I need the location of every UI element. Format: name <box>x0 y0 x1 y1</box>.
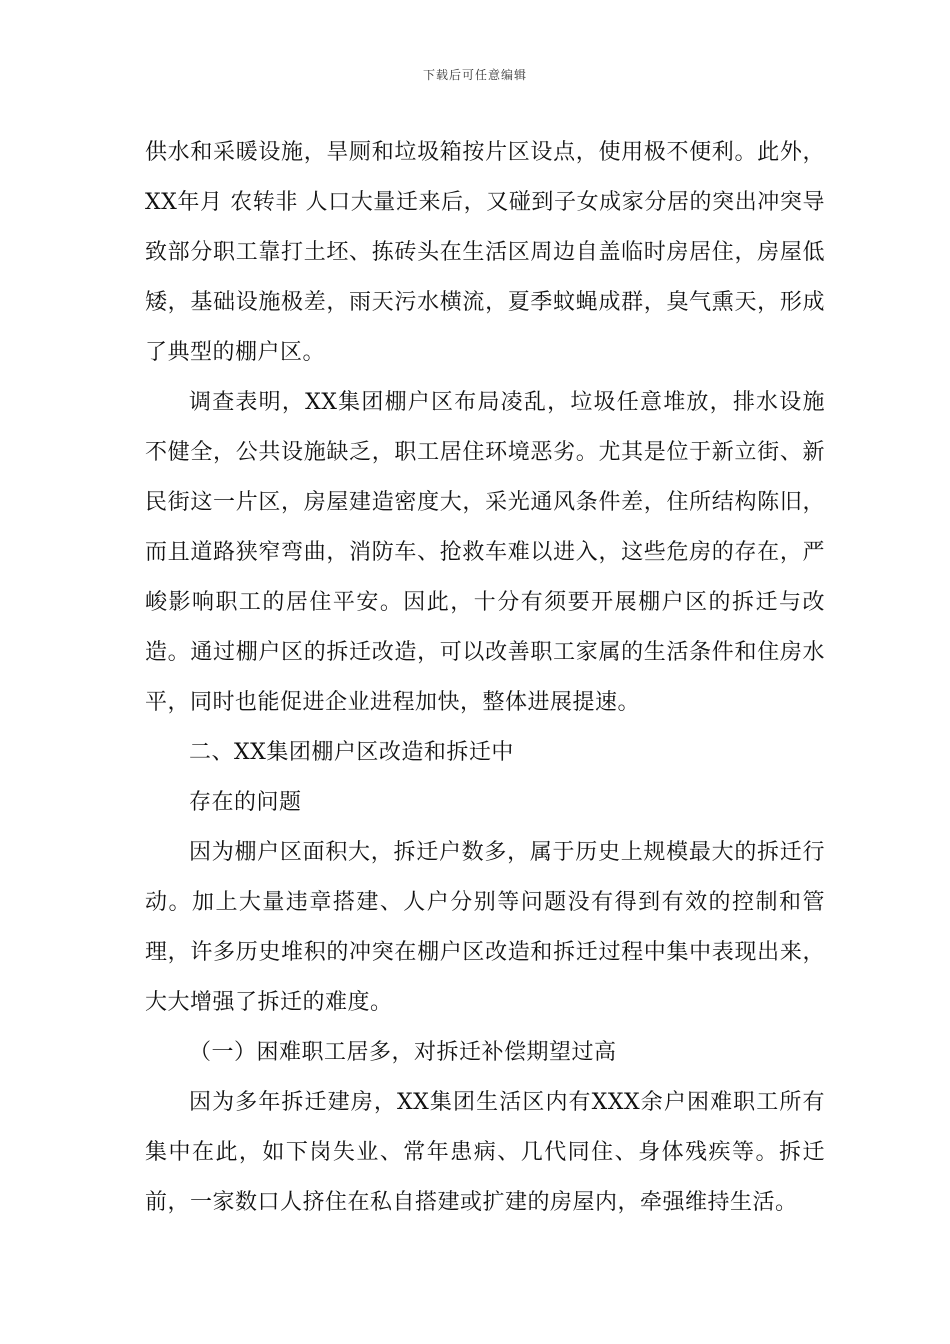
paragraph-1: 供水和采暖设施，旱厕和垃圾箱按片区设点，使用极不便利。此外，XX年月 农转非 人口大量迁来后，又碰到子女成家分居的突出冲突导致部分职工靠打土坯、拣砖头在生活区周边自盖临时房居住，房屋低矮，基础设施极差，雨天污水横流，夏季蚊蝇成群，臭气熏天，形成了典型的棚户区。 <box>145 140 825 365</box>
paragraph-4: 因为多年拆迁建房，XX集团生活区内有XXX余户困难职工所有集中在此，如下岗失业、常年患病、几代同住、身体残疾等。拆迁前，一家数口人挤住在私自搭建或扩建的房屋内，牵强维持生活。 <box>145 1090 825 1215</box>
paragraph-2: 调查表明，XX集团棚户区布局凌乱，垃圾任意堆放，排水设施不健全，公共设施缺乏，职工居住环境恶劣。尤其是位于新立街、新民街这一片区，房屋建造密度大，采光通风条件差，住所结构陈旧，而且道路狭窄弯曲，消防车、抢救车难以进入，这些危房的存在，严峻影响职工的居住平安。因此，十分有须要开展棚户区的拆迁与改造。通过棚户区的拆迁改造，可以改善职工家属的生活条件和住房水平，同时也能促进企业进程加快，整体进展提速。 <box>145 390 825 715</box>
document-body <box>145 128 825 1228</box>
section-heading-line-1: 二、XX集团棚户区改造和拆迁中 <box>189 740 514 765</box>
subsection-heading: （一）困难职工居多，对拆迁补偿期望过高 <box>189 1040 617 1065</box>
section-heading-line-2: 存在的问题 <box>189 790 302 815</box>
page-header: 下载后可任意编辑 <box>422 68 527 82</box>
paragraph-3: 因为棚户区面积大，拆迁户数多，属于历史上规模最大的拆迁行动。加上大量违章搭建、人户分别等问题没有得到有效的控制和管理，许多历史堆积的冲突在棚户区改造和拆迁过程中集中表现出来，大大增强了拆迁的难度。 <box>145 840 825 1015</box>
